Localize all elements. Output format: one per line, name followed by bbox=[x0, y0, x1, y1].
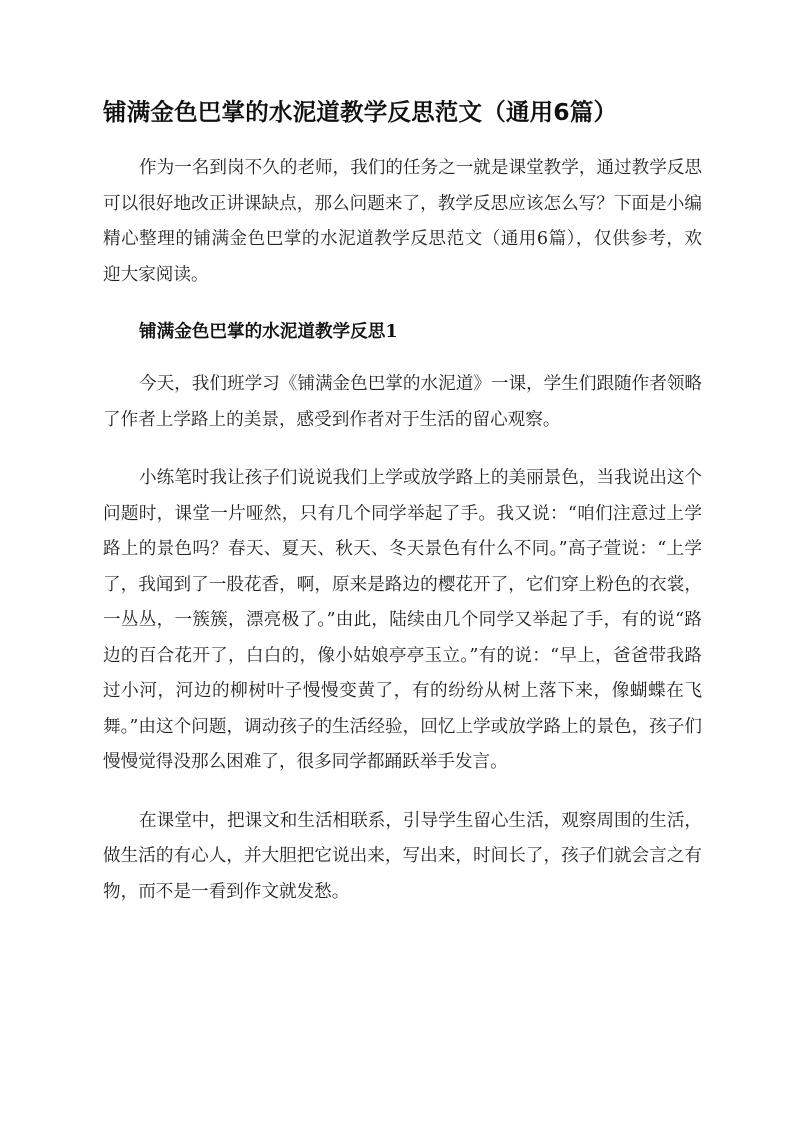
section-heading: 铺满金色巴掌的水泥道教学反思1 bbox=[139, 321, 398, 342]
document-title: 铺满金色巴掌的水泥道教学反思范文（通用6篇） bbox=[103, 98, 618, 126]
body-paragraph-3: 在课堂中，把课文和生活相联系，引导学生留心生活，观察周围的生活，做生活的有心人，并大胆把它说出来，写出来，时间长了，孩子们就会言之有物，而不是一看到作文就发愁。 bbox=[103, 810, 703, 902]
body-paragraph-1: 今天，我们班学习《铺满金色巴掌的水泥道》一课，学生们跟随作者领略了作者上学路上的美景，感受到作者对于生活的留心观察。 bbox=[103, 374, 703, 430]
intro-paragraph: 作为一名到岗不久的老师，我们的任务之一就是课堂教学，通过教学反思可以很好地改正讲课缺点，那么问题来了，教学反思应该怎么写？下面是小编精心整理的铺满金色巴掌的水泥道教学反思范文（通用6篇），仅供参考，欢迎大家阅读。 bbox=[103, 158, 703, 285]
body-paragraph-2: 小练笔时我让孩子们说说我们上学或放学路上的美丽景色，当我说出这个问题时，课堂一片哑然，只有几个同学举起了手。我又说：“咱们注意过上学路上的景色吗？春天、夏天、秋天、冬天景色有什么不同。”高子萱说：“上学了，我闻到了一股花香，啊，原来是路边的樱花开了，它们穿上粉色的衣裳，一丛丛，一簇簇，漂亮极了。”由此，陆续由几个同学又举起了手，有的说“路边的百合花开了，白白的，像小姑娘亭亭玉立。”有的说：“早上，爸爸带我路过小河，河边的柳树叶子慢慢变黄了，有的纷纷从树上落下来，像蝴蝶在飞舞。”由这个问题，调动孩子的生活经验，回忆上学或放学路上的景色，孩子们慢慢觉得没那么困难了，很多同学都踊跃举手发言。 bbox=[103, 468, 703, 772]
